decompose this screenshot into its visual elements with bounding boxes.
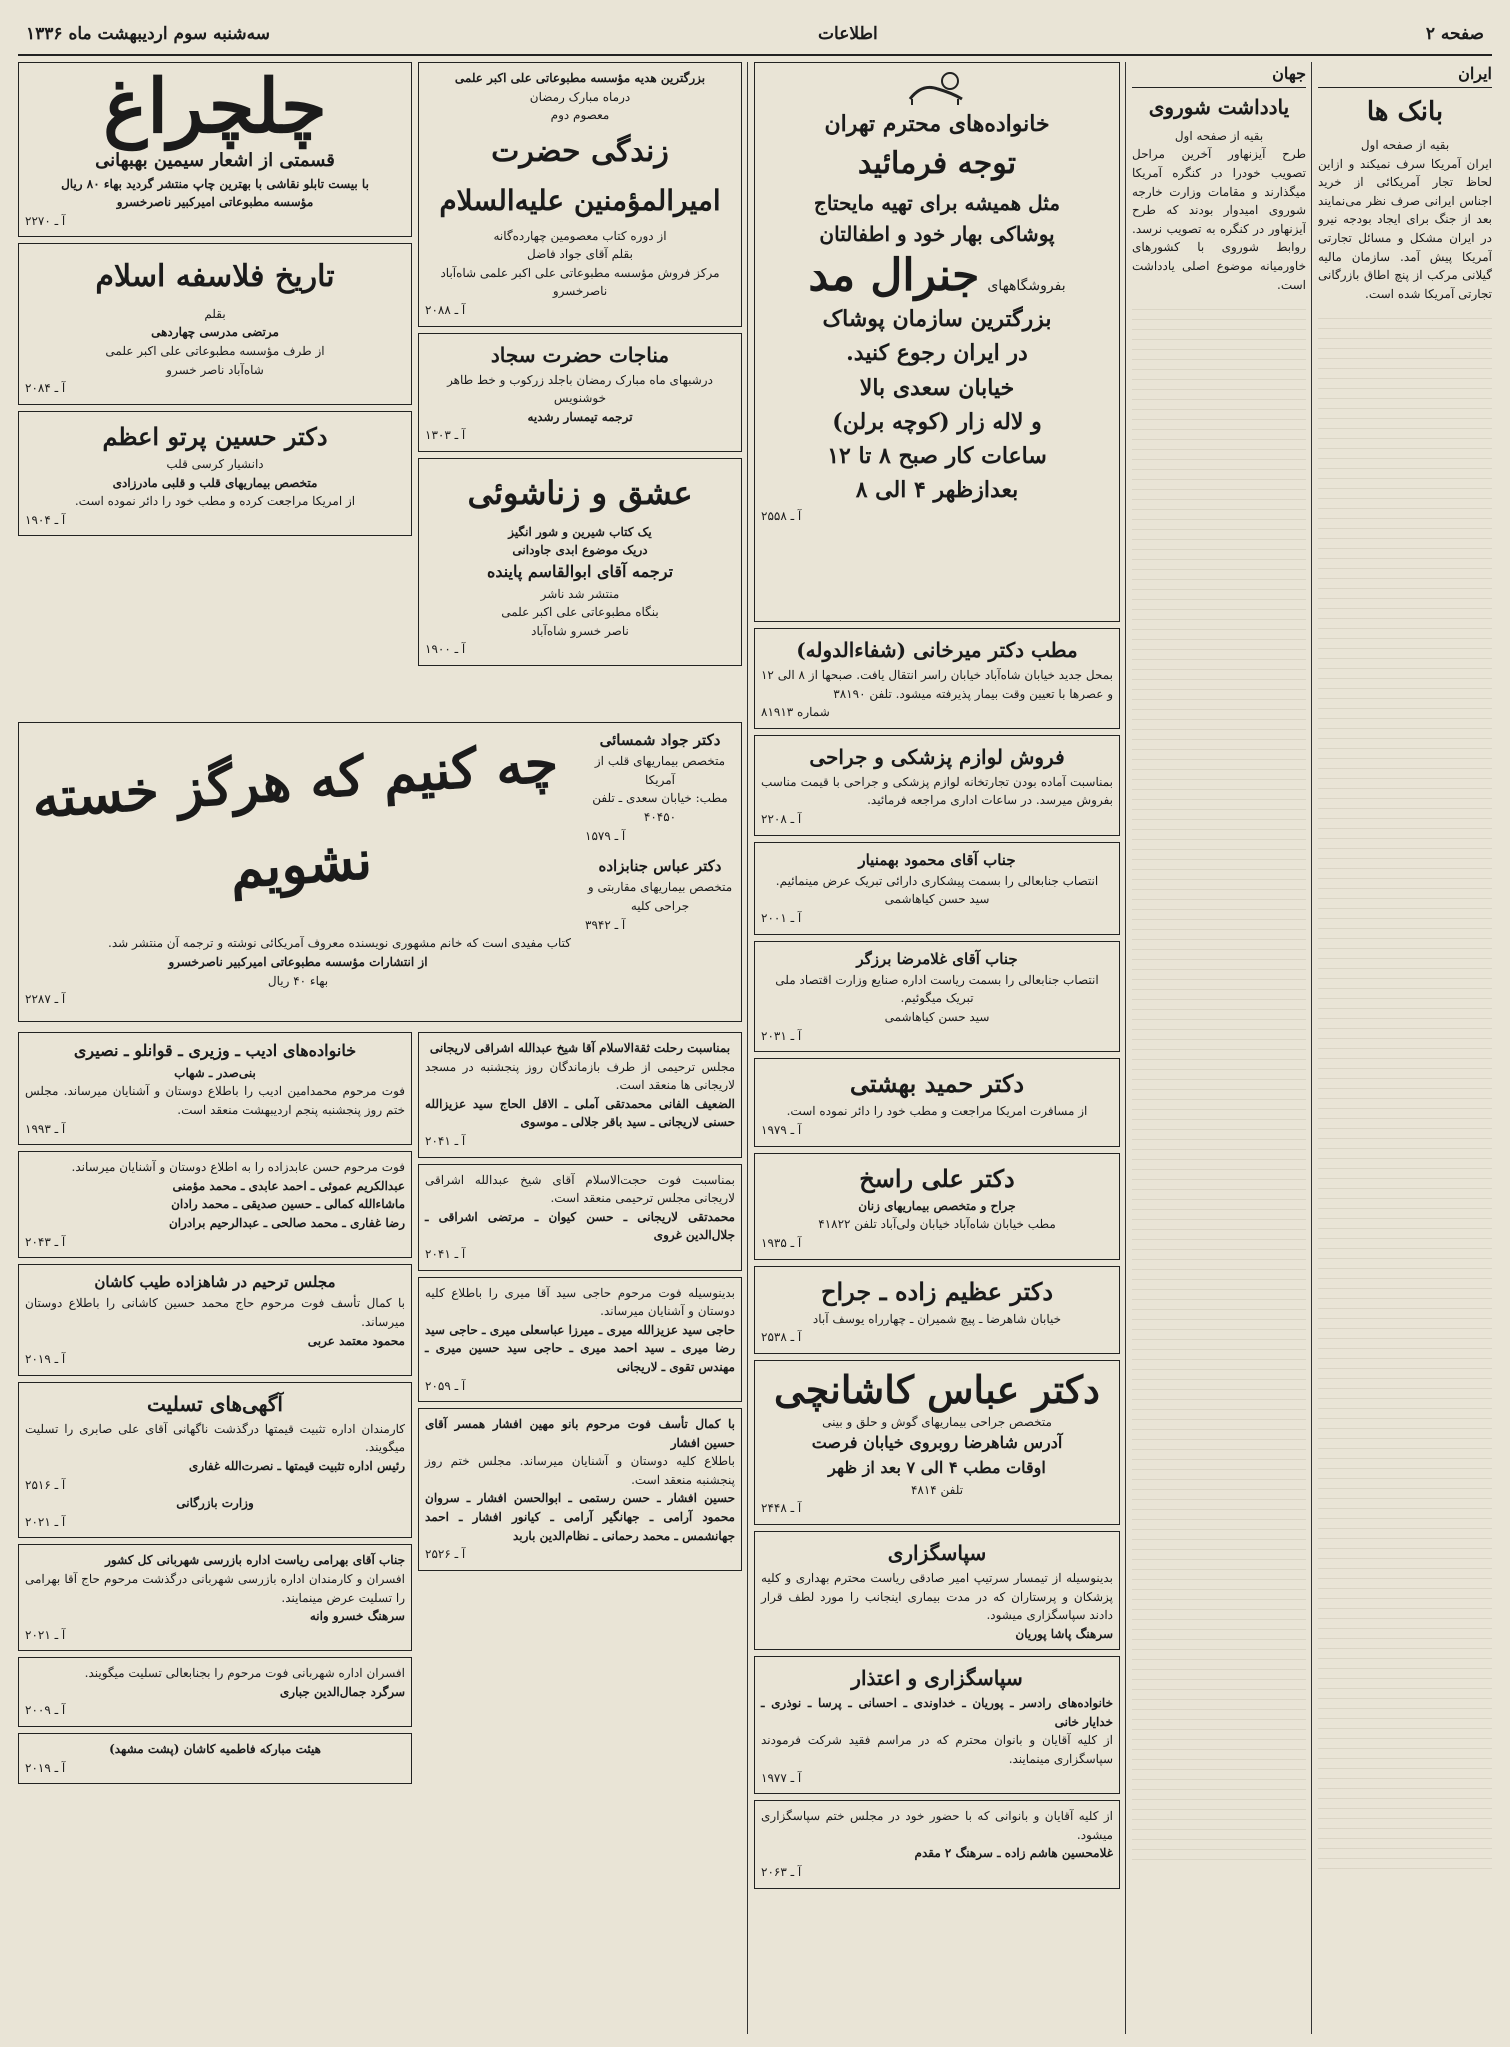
- ad-ref: آ ـ ۲۰۸۴: [25, 381, 66, 396]
- article-title: بانک ها: [1366, 96, 1444, 127]
- obit-adib: [18, 1032, 412, 1145]
- ad-translator: ترجمه تیمسار رشدیه: [527, 409, 633, 424]
- ad-body: با بیست تابلو نقاشی با بهترین چاپ منتشر گردید بهاء ۸۰ ریال: [61, 176, 369, 191]
- column-rule: [1311, 62, 1312, 2034]
- ad-ref: آ ـ ۲۰۴۱: [425, 1246, 466, 1261]
- section-label: جهان: [1132, 62, 1306, 88]
- ad-ref: آ ـ ۱۹۹۳: [25, 1121, 66, 1136]
- ad-title: دکتر عباس کاشانچی: [774, 1366, 1100, 1412]
- gift-book-ad: [418, 62, 742, 327]
- medical-sales-ad: [754, 735, 1120, 836]
- column-obituaries-center: [418, 1032, 742, 2034]
- ad-body: مجلس ترحیمی از طرف بازماندگان روز پنجشنبه در مسجد لاریجانی ها منعقد است.: [425, 1059, 735, 1093]
- ad-line: یک کتاب شیرین و شور انگیز: [508, 524, 652, 539]
- ad-body: فوت مرحوم محمدامین ادیب را باطلاع دوستان و آشنایان میرساند. مجلس ختم روز پنجشنبه پنجم اردیبهشت منعقد است.: [25, 1084, 405, 1117]
- brand-prefix: بفروشگاههای: [987, 277, 1066, 294]
- masthead: [18, 14, 1492, 56]
- ad-ref: آ ـ ۲۰۴۱: [425, 1133, 466, 1148]
- love-book-ad: [418, 458, 742, 666]
- ad-title: سپاسگزاری: [887, 1540, 987, 1565]
- ad-ref: آ ـ ۲۲۸۷: [25, 992, 66, 1007]
- ad-ref: آ ـ ۲۵۵۸: [761, 508, 802, 523]
- ad-signer: رئیس اداره تثبیت قیمتها ـ نصرت‌الله غفاری: [188, 1458, 405, 1473]
- ad-body: افسران اداره شهربانی فوت مرحوم را بجنابعالی تسلیت میگویند.: [84, 1666, 405, 1681]
- ad-title: دکتر حمید بهشتی: [849, 1069, 1025, 1099]
- ad-ref: آ ـ ۱۹۰۰: [425, 642, 466, 657]
- ad-subtitle: جراح و متخصص بیماریهای زنان: [858, 1198, 1016, 1213]
- ad-title: خانواده‌های ادیب ـ وزیری ـ قوانلو ـ نصیری: [73, 1041, 357, 1060]
- ad-hours: بعدازظهر ۴ الی ۸: [855, 476, 1019, 503]
- dr-azam-ad: [18, 411, 412, 537]
- ad-ref: آ ـ ۲۰۰۱: [761, 911, 802, 925]
- ad-line: مرکز فروش مؤسسه مطبوعاتی علی اکبر علمی شاه‌آباد ناصرخسرو: [440, 265, 720, 299]
- obit-jabbari: [18, 1657, 412, 1727]
- ad-address: آدرس شاهرضا روبروی خیابان فرصت: [811, 1433, 1063, 1453]
- body-text-lines: [1132, 300, 1306, 1860]
- ad-title: چلچراغ: [103, 64, 327, 150]
- ad-signer: غلامحسین هاشم زاده ـ سرهنگ ۲ مقدم: [914, 1846, 1113, 1861]
- ad-title: جناب آقای غلامرضا برزگر: [856, 949, 1018, 968]
- behmanyar-ad: [754, 842, 1120, 935]
- ad-names: حسین افشار ـ حسن رستمی ـ ابوالحسن افشار ـ سروان محمود آرامی ـ جهانگیر آرامی ـ کیانور افشار ـ احمد جهانشمس ـ محمد رحمانی ـ نظام‌الدین باربد: [425, 1491, 735, 1543]
- section-label: ایران: [1318, 62, 1492, 88]
- column-rule: [1125, 62, 1126, 2034]
- ad-ref: آ ـ ۱۹۰۴: [25, 512, 66, 527]
- ad-author: مرتضی مدرسی چهاردهی: [151, 325, 279, 340]
- ad-title: دکتر عظیم زاده ـ جراح: [820, 1276, 1054, 1306]
- ad-names: الضعیف الفانی محمدتقی آملی ـ الاقل الحاج سید عزیزالله حسنی لاریجانی ـ سید باقر جلالی ـ موسوی: [425, 1096, 735, 1130]
- ad-body: انتصاب جنابعالی را بسمت ریاست اداره صنایع وزارت اقتصاد ملی تبریک میگوئیم.: [775, 972, 1099, 1006]
- ad-ref: آ ـ ۲۲۷۰: [25, 213, 66, 228]
- ad-body: متخصص بیماریهای مقاربتی و جراحی کلیه: [587, 880, 733, 914]
- ad-body: مطب: خیابان سعدی ـ تلفن ۴۰۴۵۰: [592, 791, 728, 825]
- continued-note: بقیه از صفحه اول: [1174, 128, 1264, 143]
- obit-kashan: [18, 1264, 412, 1376]
- ad-title: دکتر جواد شمسائی: [599, 731, 721, 749]
- ad-title: سپاسگزاری و اعتذار: [851, 1666, 1023, 1691]
- obit-bahrami: [18, 1544, 412, 1651]
- ad-publisher: مؤسسه مطبوعاتی امیرکبیر ناصرخسرو: [116, 195, 314, 210]
- ad-title: جناب آقای بهرامی ریاست اداره بازرسی شهربانی کل کشور: [105, 1553, 405, 1568]
- chelcheragh-ad: [18, 62, 412, 237]
- ad-ref: آ ـ ۲۵۲۶: [425, 1547, 466, 1562]
- ad-title: دکتر عباس جنابزاده: [598, 857, 722, 876]
- ad-address: خیابان سعدی بالا: [859, 374, 1015, 401]
- article-body: ایران آمریکا سرف نمیکند و ازاین لحاظ تجار آمریکائی از خرید اجناس ایرانی صرف نظر می‌نمایند بعد از جنگ برای ایجاد بودجه نیرو در ایران مشکل و مسائل تجارتی آمریکا پیش آمد. سازمان مالیه گیلانی مرکب از پنچ اطاق بازرگانی تجارتی آمریکا شده است.: [1318, 156, 1492, 301]
- obit-fatemeh: [18, 1733, 412, 1784]
- munajat-ad: [418, 333, 742, 452]
- ad-body: باطلاع کلیه دوستان و آشنایان میرساند. مجلس ختم روز پنجشنبه منعقد است.: [425, 1454, 735, 1487]
- ad-address: و لاله زار (کوچه برلن): [832, 408, 1042, 435]
- thanks-bottom-ad: [754, 1800, 1120, 1888]
- ad-names: حاجی سید عزیزالله میری ـ میرزا عباسعلی میری ـ حاجی سید رضا میری ـ سید احمد میری ـ حاجی سید حسین میری ـ مهندس تقوی ـ لاریجانی: [425, 1322, 735, 1374]
- ad-signer: سید حسن کیاهاشمی: [884, 892, 990, 907]
- ad-ministry: وزارت بازرگانی: [176, 1496, 254, 1511]
- ad-body: بدینوسیله فوت مرحوم حاجی سید آقا میری را باطلاع کلیه دوستان و آشنایان میرساند.: [425, 1285, 735, 1319]
- ad-title: عشق و زناشوئی: [467, 474, 693, 513]
- ad-line: بقلم آقای جواد فاضل: [527, 247, 633, 262]
- ad-subtitle: دانشیار کرسی قلب: [166, 457, 264, 472]
- dr-azimzadeh-ad: [754, 1266, 1120, 1354]
- ad-line: دریک موضوع ابدی جاودانی: [512, 543, 648, 558]
- ad-ref: آ ـ ۲۰۰۹: [25, 1703, 66, 1718]
- page-number: صفحه ۲: [1425, 24, 1484, 44]
- ad-signer: سرهنگ خسرو وانه: [309, 1609, 405, 1624]
- ad-body: خیابان شاهرضا ـ پیچ شمیران ـ چهارراه یوسف آباد: [812, 1311, 1062, 1326]
- ad-signer: محمود معتمد عربی: [307, 1333, 405, 1348]
- ad-line: ترجمه آقای ابوالقاسم پاینده: [486, 561, 674, 581]
- ad-title: مناجات حضرت سجاد: [490, 342, 670, 367]
- ad-body: از امریکا مراجعت کرده و مطب خود را دائر نموده است.: [74, 494, 356, 509]
- ad-body: فوت مرحوم حسن عابدزاده را به اطلاع دوستان و آشنایان میرساند.: [71, 1160, 405, 1175]
- ad-ref: آ ـ ۲۴۴۸: [761, 1501, 802, 1516]
- ad-body: کارمندان اداره تثبیت قیمتها درگذشت ناگهانی آقای علی صابری را تسلیت میگویند.: [25, 1421, 405, 1455]
- ad-line: بزرگترین سازمان پوشاک: [822, 306, 1052, 333]
- ad-body: بمناسبت فوت حجت‌الاسلام آقای شیخ عبدالله اشراقی لاریجانی مجلس ترحیمی منعقد است.: [425, 1172, 735, 1206]
- ad-ref: آ ـ ۲۰۱۹: [25, 1352, 66, 1367]
- issue-date: سه‌شنبه سوم اردیبهشت ماه ۱۳۳۶: [26, 24, 270, 44]
- ad-ref: آ ـ ۲۰۱۹: [25, 1760, 66, 1775]
- ad-line: معصوم دوم: [550, 108, 610, 123]
- ad-body: از کلیه آقایان و بانوانی که با حضور خود در مجلس ختم سپاسگزاری میشود.: [761, 1809, 1113, 1842]
- ad-ref: آ ـ ۲۵۳۸: [761, 1330, 802, 1345]
- ad-hours: ساعات کار صبح ۸ تا ۱۲: [827, 442, 1047, 469]
- ad-signer: سید حسن کیاهاشمی: [884, 1010, 990, 1025]
- ad-body: کتاب مفیدی است که خانم مشهوری نویسنده معروف آمریکائی نوشته و ترجمه آن منتشر شد.: [108, 936, 571, 951]
- ad-line: بنگاه مطبوعاتی علی اکبر علمی: [501, 605, 659, 620]
- ad-line: درماه مبارک رمضان: [529, 89, 631, 104]
- ad-title: زندگی حضرت: [491, 133, 669, 169]
- ad-body: بدینوسیله از تیمسار سرتیپ امیر صادقی ریاست محترم بهداری و کلیه پزشکان و پرستاران که در مدت بیماری اینجانب را مورد لطف قرار دادند سپاسگزاری میشود.: [761, 1570, 1113, 1623]
- ad-body: انتصاب جنابعالی را بسمت پیشکاری دارائی تبریک عرض مینمائیم.: [775, 873, 1099, 888]
- ad-price: بهاء ۴۰ ریال: [267, 973, 329, 988]
- ad-ref: آ ـ ۳۹۴۲: [585, 917, 626, 932]
- ad-ref: آ ـ ۲۰۲۱: [25, 1627, 66, 1642]
- ad-body: درشبهای ماه مبارک رمضان باجلد زرکوب و خط طاهر خوشنویس: [447, 372, 713, 406]
- ad-ref: آ ـ ۲۰۴۳: [25, 1234, 66, 1249]
- ad-title: امیرالمؤمنین علیه‌السلام: [439, 184, 721, 218]
- ad-title: بمناسبت رحلت ثقة‌الاسلام آقا شیخ عبدالله اشراقی لاریجانی: [429, 1041, 731, 1055]
- ad-speciality: متخصص بیماریهای قلب و قلبی مادرزادی: [112, 475, 318, 490]
- ad-names: عبدالکریم عموئی ـ احمد عابدی ـ محمد مؤمنی: [172, 1178, 405, 1193]
- ad-ref: آ ـ ۲۰۶۳: [761, 1865, 802, 1880]
- article-body: طرح آیزنهاور آخرین مراحل تصویب خودرا در کنگره آمریکا میگذارند و مقامات وزارت خارجه شوروی امیدوار بودند که طرح آیزنهاور در کنگره به تصویب نرسد. روابط شوروی با کشورهای خاورمیانه موضوع اصلی یادداشت است.: [1132, 147, 1306, 292]
- ad-ref: آ ـ ۱۹۳۵: [761, 1235, 802, 1250]
- ad-title: فروش لوازم پزشکی و جراحی: [809, 744, 1065, 769]
- ad-line: بزرگترین هدیه مؤسسه مطبوعاتی علی اکبر علمی: [454, 71, 706, 85]
- ad-ref: آ ـ ۱۳۰۳: [425, 428, 466, 443]
- shafa-clinic-ad: [754, 628, 1120, 729]
- column-ads-center: [754, 62, 1120, 2034]
- ad-subtitle: قسمتی از اشعار سیمین بهبهانی: [95, 149, 335, 171]
- book-slant-ad: [25, 729, 571, 1009]
- ad-line: در ایران رجوع کنید.: [846, 340, 1028, 367]
- newspaper-name: اطلاعات: [818, 24, 878, 44]
- ad-line: پوشاکی بهار خود و اطفالتان: [819, 221, 1055, 246]
- ad-ref: آ ـ ۱۹۷۹: [761, 1123, 802, 1137]
- obit-larijani: [418, 1032, 742, 1158]
- ad-call: توجه فرمائید: [857, 146, 1017, 182]
- column-world: [1132, 62, 1306, 2034]
- article-title: یادداشت شوروی: [1148, 94, 1290, 119]
- ad-header: خانواده‌های محترم تهران: [824, 111, 1050, 137]
- ad-ref: آ ـ ۲۰۲۱: [25, 1514, 66, 1529]
- ad-line: از دوره کتاب معصومین چهارده‌گانه: [493, 228, 667, 243]
- column-obituaries-left: [18, 1032, 412, 2034]
- obit-mirza: [418, 1277, 742, 1403]
- ad-publisher: از انتشارات مؤسسه مطبوعاتی امیرکبیر ناصرخسرو: [168, 954, 428, 969]
- ad-title: دکتر علی راسخ: [859, 1163, 1015, 1193]
- sepas-ad: [754, 1531, 1120, 1650]
- ad-body: بمناسبت آماده بودن تجارتخانه لوازم پزشکی و جراحی با قیمت مناسب بفروش میرسد. در ساعات اداری مراجعه فرمائید.: [761, 774, 1113, 808]
- brand-name: جنرال مد: [808, 249, 980, 301]
- column-rule: [747, 62, 748, 2034]
- ad-address: شاه‌آباد ناصر خسرو: [166, 362, 264, 377]
- newspaper-page: [18, 14, 1492, 2034]
- ad-body: افسران و کارمندان اداره بازرسی شهربانی درگذشت مرحوم حاج آقا بهرامی را تسلیت عرض مینمایند.: [25, 1571, 405, 1605]
- ad-title: مجلس ترحیم در شاهزاده طیب کاشان: [94, 1273, 336, 1292]
- brand-row: [761, 250, 1113, 303]
- condolence-ads: [18, 1382, 412, 1539]
- book-slant-ad-wrap: [18, 722, 742, 1022]
- ad-title: دکتر حسین پرتو اعظم: [102, 421, 328, 451]
- obit-larijani-2: [418, 1164, 742, 1271]
- ad-names: رضا غفاری ـ محمد صالحی ـ عبدالرحیم برادران: [168, 1215, 405, 1230]
- philosophy-ad: [18, 243, 412, 404]
- ad-title: هیئت مبارکه فاطمیه کاشان (پشت مشهد): [109, 1742, 321, 1757]
- ad-title: جناب آقای محمود بهمنیار: [858, 850, 1016, 869]
- obit-afshar: [418, 1408, 742, 1571]
- dr-rasekh-ad: [754, 1153, 1120, 1260]
- ad-ref: آ ـ ۲۰۳۱: [761, 1028, 802, 1043]
- ad-ref: آ ـ ۲۰۸۸: [425, 303, 466, 318]
- ad-signer: سرگرد جمال‌الدین جباری: [279, 1684, 405, 1699]
- ad-phone: تلفن ۴۸۱۴: [910, 1482, 964, 1497]
- dr-kashani-ad: [754, 1360, 1120, 1525]
- dr-beheshti-ad: [754, 1058, 1120, 1146]
- ad-title: با کمال تأسف فوت مرحوم بانو مهین افشار همسر آقای حسین افشار: [425, 1417, 735, 1450]
- ad-ref: آ ـ ۱۵۷۹: [585, 828, 626, 843]
- ad-names: ماشاءالله کمالی ـ حسین صدیقی ـ محمد رادان: [171, 1197, 405, 1212]
- obit-other: [18, 1151, 412, 1258]
- ad-line: ناصر خسرو شاه‌آباد: [531, 623, 629, 638]
- ad-subtitle: متخصص جراحی بیماریهای گوش و حلق و بینی: [822, 1414, 1052, 1429]
- ad-body: از کلیه آقایان و بانوان محترم که در مراسم فقید شرکت فرمودند سپاسگزاری مینمایند.: [761, 1733, 1113, 1767]
- ad-subtitle: متخصص بیماریهای قلب از آمریکا: [594, 754, 726, 787]
- ad-body: بمحل جدید خیابان شاه‌آباد خیابان راسر انتقال یافت. صبحها از ۸ الی ۱۲ و عصرها با تعیین وقت بیمار پذیرفته میشود. تلفن ۳۸۱۹۰: [760, 668, 1113, 701]
- ad-body: با کمال تأسف فوت مرحوم حاج محمد حسین کاشانی را باطلاع دوستان میرساند.: [25, 1296, 405, 1329]
- ad-title: چه کنیم که هرگز خسته نشویم: [29, 729, 561, 901]
- ad-title: مطب دکتر میرخانی (شفاءالدوله): [796, 638, 1078, 662]
- ad-body: از مسافرت امریکا مراجعت و مطب خود را دائر نموده است.: [786, 1104, 1088, 1119]
- ad-title: آگهی‌های تسلیت: [147, 1391, 283, 1416]
- ad-body: مطب خیابان شاه‌آباد خیابان ولی‌آباد تلفن ۴۱۸۲۲: [818, 1217, 1056, 1232]
- ad-signer: سرهنگ پاشا پوریان: [1015, 1626, 1113, 1641]
- ad-ref: آ ـ ۲۲۰۸: [761, 811, 802, 826]
- sepas-etezar-ad: [754, 1656, 1120, 1794]
- ad-ref: آ ـ ۲۵۱۶: [25, 1477, 66, 1492]
- ad-subtitle: بنی‌صدر ـ شهاب: [174, 1065, 256, 1080]
- barzegar-ad: [754, 941, 1120, 1053]
- body-text-lines: [1318, 309, 1492, 1869]
- column-iran: [1318, 62, 1492, 2034]
- ad-by: بقلم: [204, 306, 226, 321]
- ad-publisher: از طرف مؤسسه مطبوعاتی علی اکبر علمی: [105, 344, 325, 359]
- ad-ref: آ ـ ۱۹۷۷: [761, 1770, 802, 1785]
- ad-line: مثل همیشه برای تهیه مایحتاج: [813, 190, 1061, 215]
- general-modd-ad: [754, 62, 1120, 622]
- shamsai-ad: [585, 729, 735, 934]
- lion-sun-icon: [902, 69, 972, 107]
- ad-hours: اوقات مطب ۴ الی ۷ بعد از ظهر: [828, 1457, 1046, 1477]
- ad-line: منتشر شد ناشر: [540, 586, 620, 601]
- ad-ref: شماره ۸۱۹۱۳: [761, 705, 830, 720]
- ad-ref: آ ـ ۲۰۵۹: [425, 1378, 466, 1393]
- continued-note: بقیه از صفحه اول: [1360, 138, 1450, 153]
- ad-title: تاریخ فلاسفه اسلام: [95, 259, 335, 295]
- ad-families: خانواده‌های رادسر ـ پوریان ـ خداوندی ـ احسانی ـ پرسا ـ نوذری ـ خدایار خانی: [761, 1696, 1113, 1729]
- ad-names: محمدتقی لاریجانی ـ حسن کیوان ـ مرتضی اشراقی ـ جلال‌الدین غروی: [425, 1209, 735, 1243]
